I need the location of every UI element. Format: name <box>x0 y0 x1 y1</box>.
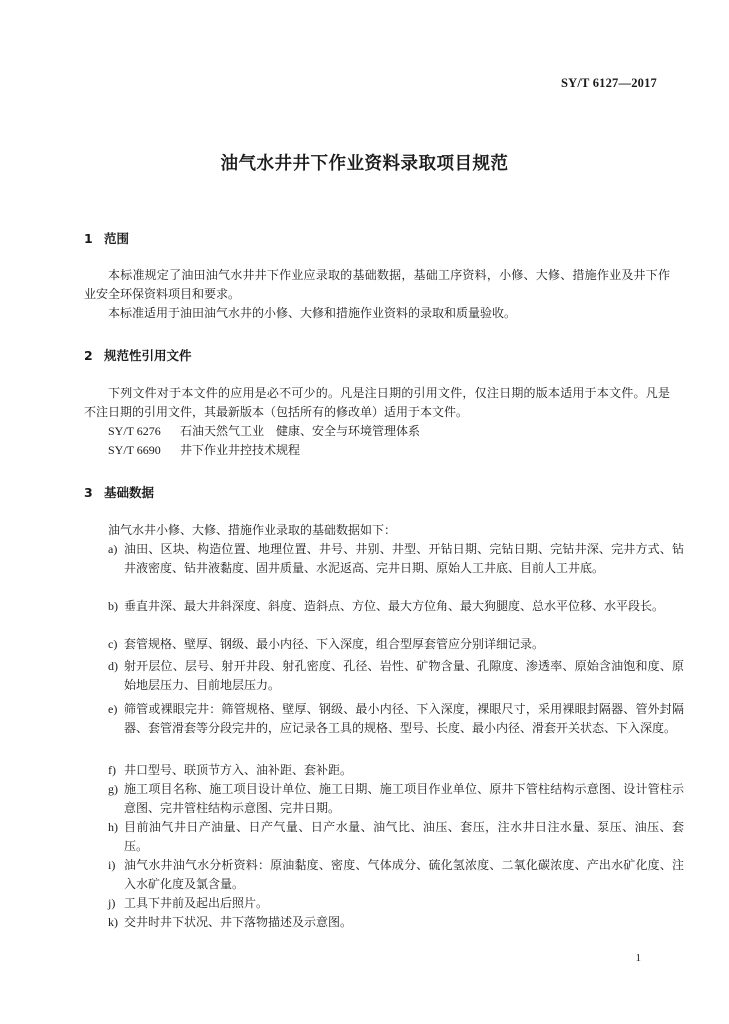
list-marker: d) <box>108 659 118 673</box>
list-item-text: 油田、区块、构造位置、地理位置、井号、井别、井型、开钻日期、完钻日期、完钻井深、完井方式、钻井液密度、钻井液黏度、固井质量、水泥返高、完井日期、原始人工井底、目前人工井底。 <box>124 542 684 575</box>
list-item <box>108 856 684 894</box>
section-number: 1 <box>84 231 93 246</box>
list-marker: c) <box>108 637 118 651</box>
reference-code: SY/T 6690 <box>108 443 161 457</box>
reference-item <box>108 441 300 460</box>
section-number: 2 <box>84 348 93 363</box>
reference-title: 石油天然气工业 健康、安全与环境管理体系 <box>180 424 421 438</box>
list-item <box>108 635 684 654</box>
list-item-text: 套管规格、壁厚、钢级、最小内径、下入深度，组合型厚套管应分别详细记录。 <box>124 637 545 651</box>
list-marker: h) <box>108 820 118 834</box>
list-item <box>108 818 684 856</box>
list-marker: b) <box>108 599 118 613</box>
document-title: 油气水井井下作业资料录取项目规范 <box>220 154 509 174</box>
list-marker: j) <box>108 896 116 910</box>
list-marker: e) <box>108 702 118 716</box>
list-marker: a) <box>108 542 118 556</box>
list-item-text: 工具下井前及起出后照片。 <box>124 896 269 910</box>
list-item-text: 交井时井下状况、井下落物描述及示意图。 <box>124 915 353 929</box>
list-item-text: 射开层位、层号、射开井段、射孔密度、孔径、岩性、矿物含量、孔隙度、渗透率、原始含油饱和度、原始地层压力、目前地层压力。 <box>124 659 684 692</box>
section-title: 范围 <box>104 231 130 246</box>
list-item <box>108 761 684 780</box>
list-item <box>108 894 684 913</box>
reference-title: 井下作业井控技术规程 <box>180 443 301 457</box>
list-marker: g) <box>108 782 118 796</box>
list-item <box>108 913 684 932</box>
list-item-text: 垂直井深、最大井斜深度、斜度、造斜点、方位、最大方位角、最大狗腿度、总水平位移、水平段长。 <box>124 599 665 613</box>
reference-code: SY/T 6276 <box>108 424 161 438</box>
list-item-text: 油气水井油气水分析资料：原油黏度、密度、气体成分、硫化氢浓度、二氧化碳浓度、产出水矿化度、注入水矿化度及氯含量。 <box>124 858 684 891</box>
list-marker: f) <box>108 763 116 777</box>
section-title: 规范性引用文件 <box>104 348 192 363</box>
list-item-text: 施工项目名称、施工项目设计单位、施工日期、施工项目作业单位、原井下管柱结构示意图、设计管柱示意图、完井管柱结构示意图、完井日期。 <box>124 782 684 815</box>
page-number: 1 <box>635 952 641 964</box>
list-item <box>108 700 684 738</box>
scope-paragraph-2: 本标准适用于油田油气水井的小修、大修和措施作业资料的录取和质量验收。 <box>108 306 517 320</box>
section-number: 3 <box>84 485 93 500</box>
section-heading-basic-data <box>84 483 154 501</box>
list-item-text: 井口型号、联顶节方入、油补距、套补距。 <box>124 763 353 777</box>
reference-item <box>108 422 420 441</box>
list-marker: k) <box>108 915 118 929</box>
basic-data-intro: 油气水井小修、大修、措施作业录取的基础数据如下： <box>108 523 397 537</box>
list-item-text: 筛管或裸眼完井：筛管规格、壁厚、钢级、最小内径、下入深度，裸眼尺寸，采用裸眼封隔器、管外封隔器、套管滑套等分段完井的，应记录各工具的规格、型号、长度、最小内径、滑套开关状态、下入深度。 <box>124 702 684 735</box>
list-item <box>108 780 684 818</box>
list-item <box>108 597 684 616</box>
scope-paragraph-1: 本标准规定了油田油气水井井下作业应录取的基础数据，基础工序资料，小修、大修、措施作业及井下作业安全环保资料项目和要求。 <box>84 268 670 301</box>
section-heading-normative-references <box>84 346 192 364</box>
standard-code: SY/T 6127—2017 <box>561 76 657 90</box>
list-marker: i) <box>108 858 116 872</box>
list-item <box>108 657 684 695</box>
section-heading-scope <box>84 229 129 247</box>
list-item-text: 目前油气井日产油量、日产气量、日产水量、油气比、油压、套压，注水井日注水量、泵压、油压、套压。 <box>124 820 684 853</box>
list-item <box>108 540 684 578</box>
section-title: 基础数据 <box>104 485 155 500</box>
references-paragraph: 下列文件对于本文件的应用是必不可少的。凡是注日期的引用文件，仅注日期的版本适用于本文件。凡是不注日期的引用文件，其最新版本（包括所有的修改单）适用于本文件。 <box>84 386 670 419</box>
